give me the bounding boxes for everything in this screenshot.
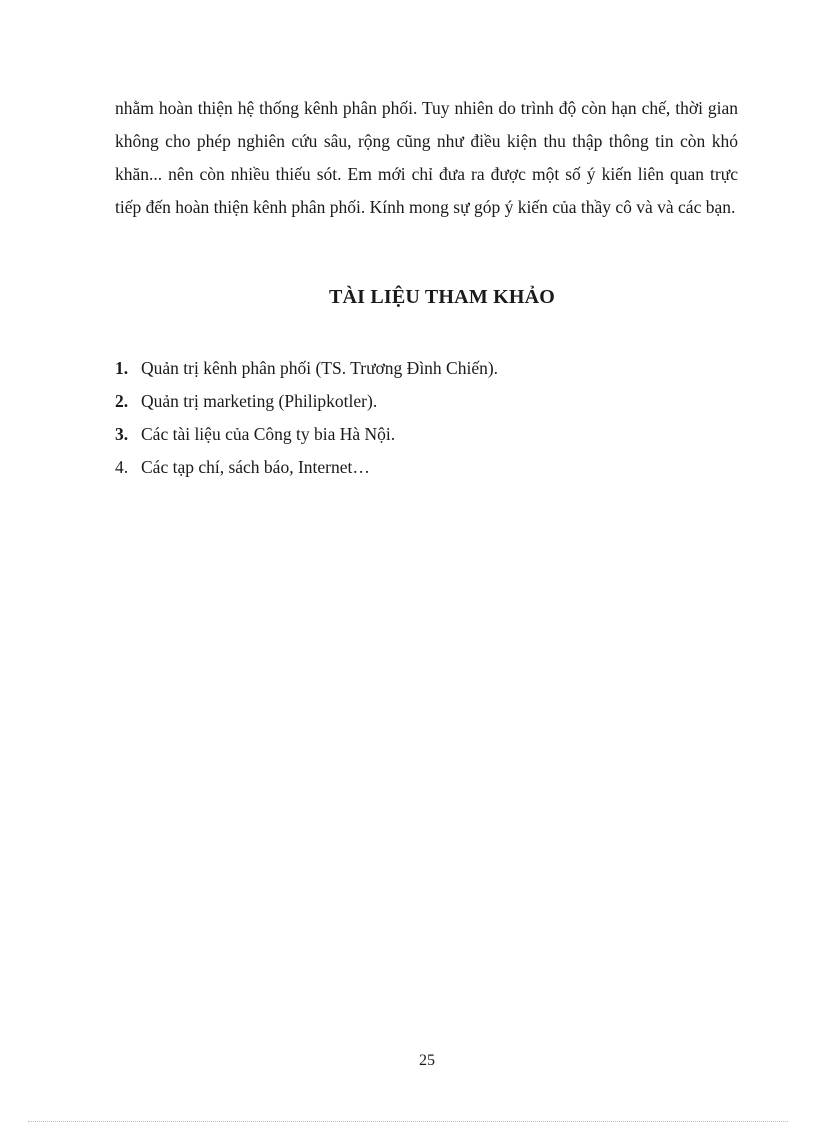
page-bottom-divider bbox=[28, 1121, 788, 1122]
reference-number: 1. bbox=[115, 358, 129, 378]
references-heading: TÀI LIỆU THAM KHẢO bbox=[328, 286, 556, 308]
reference-number: 3. bbox=[115, 424, 129, 444]
references-list bbox=[115, 352, 498, 484]
reference-text: Quản trị kênh phân phối (TS. Trương Đình Chiến). bbox=[141, 358, 499, 378]
reference-text: Các tài liệu của Công ty bia Hà Nội. bbox=[141, 424, 396, 444]
body-paragraph: nhằm hoàn thiện hệ thống kênh phân phối. Tuy nhiên do trình độ còn hạn chế, thời gian không cho phép nghiên cứu sâu, rộng cũng như điều kiện thu thập thông tin còn khó khăn... nên còn nhiều thiếu sót. Em mới chỉ đưa ra được một số ý kiến liên quan trực tiếp đến hoàn thiện kênh phân phối. Kính mong sự góp ý kiến của thầy cô và và các bạn. bbox=[115, 98, 738, 217]
reference-item bbox=[115, 385, 498, 418]
reference-item bbox=[115, 451, 498, 484]
reference-text: Các tạp chí, sách báo, Internet… bbox=[141, 457, 370, 477]
reference-number: 4. bbox=[115, 457, 129, 477]
page-number: 25 bbox=[419, 1052, 435, 1069]
reference-item bbox=[115, 352, 498, 385]
reference-item bbox=[115, 418, 498, 451]
reference-number: 2. bbox=[115, 391, 129, 411]
reference-text: Quản trị marketing (Philipkotler). bbox=[141, 391, 378, 411]
